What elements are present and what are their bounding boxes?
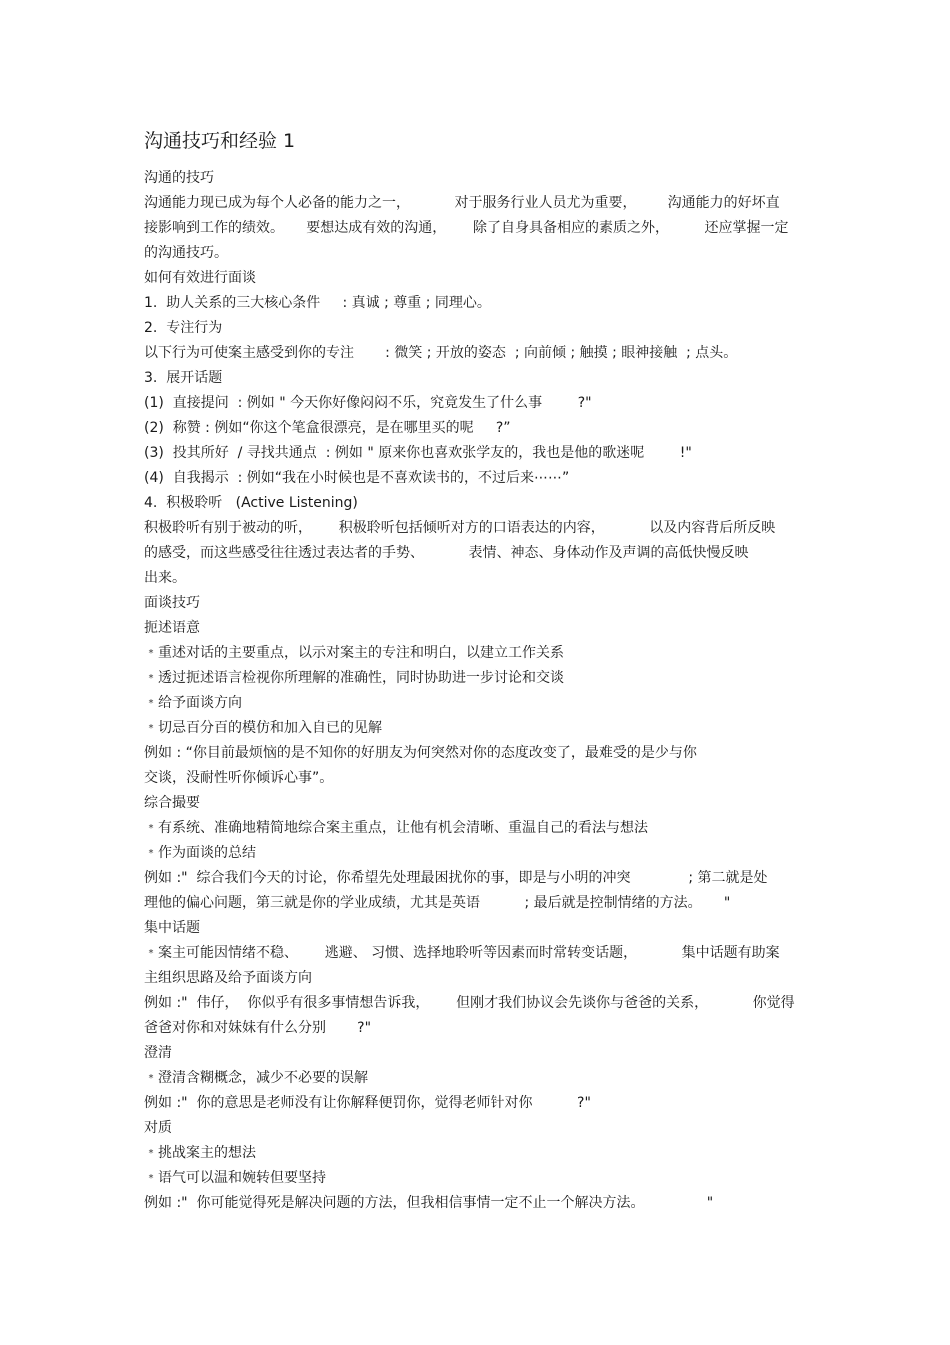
text-line bbox=[144, 991, 804, 1016]
bullet-marker: * bbox=[148, 673, 154, 684]
line-text: 如何有效进行面谈 bbox=[144, 270, 256, 286]
text-line bbox=[144, 341, 804, 366]
bullet-marker: * bbox=[148, 823, 154, 834]
text-line bbox=[144, 616, 804, 641]
line-text: 沟通能力现已成为每个人必备的能力之一， 对于服务行业人员尤为重要， 沟通能力的好坏直 bbox=[144, 195, 780, 211]
line-text: (1) 直接提问 : 例如 " 今天你好像闷闷不乐，究竟发生了什么事 ?" bbox=[144, 395, 592, 411]
line-text: (2) 称赞 : 例如“你这个笔盒很漂亮，是在哪里买的呢 ?” bbox=[144, 420, 511, 436]
document-title: 沟通技巧和经验 1 bbox=[144, 130, 296, 152]
line-text: 对质 bbox=[144, 1120, 172, 1136]
line-text: 例如 : “你目前最烦恼的是不知你的好朋友为何突然对你的态度改变了，最难受的是少与你 bbox=[144, 745, 697, 761]
text-line bbox=[144, 366, 804, 391]
line-text: 的感受，而这些感受往往透过表达者的手势、 表情、神态、身体动作及声调的高低快慢反映 bbox=[144, 545, 749, 561]
text-line bbox=[144, 491, 804, 516]
bullet-line bbox=[144, 841, 804, 866]
text-line bbox=[144, 791, 804, 816]
text-line bbox=[144, 566, 804, 591]
line-text: 给予面谈方向 bbox=[158, 695, 242, 711]
line-text: 2. 专注行为 bbox=[144, 320, 223, 336]
line-text: 透过扼述语言检视你所理解的准确性，同时协助进一步讨论和交谈 bbox=[158, 670, 564, 686]
line-text: 以下行为可使案主感受到你的专注 : 微笑 ; 开放的姿态 ; 向前倾 ; 触摸 ; 眼神接触 ; 点头。 bbox=[144, 345, 738, 361]
line-text: 有系统、准确地精简地综合案主重点，让他有机会清晰、重温自己的看法与想法 bbox=[158, 820, 648, 836]
line-text: 主组织思路及给予面谈方向 bbox=[144, 970, 312, 986]
text-line bbox=[144, 191, 804, 216]
bullet-line bbox=[144, 691, 804, 716]
line-text: 案主可能因情绪不稳、 逃避、 习惯、选择地聆听等因素而时常转变话题， 集中话题有助案 bbox=[158, 945, 780, 961]
line-text: 例如 :" 综合我们今天的讨论，你希望先处理最困扰你的事，即是与小明的冲突 ; 第二就是处 bbox=[144, 870, 768, 886]
line-text: 澄清 bbox=[144, 1045, 172, 1061]
text-line bbox=[144, 316, 804, 341]
text-line bbox=[144, 916, 804, 941]
bullet-line bbox=[144, 1141, 804, 1166]
bullet-marker: * bbox=[148, 948, 154, 959]
text-line bbox=[144, 766, 804, 791]
text-line bbox=[144, 1016, 804, 1041]
line-text: 澄清含糊概念，减少不必要的误解 bbox=[158, 1070, 368, 1086]
bullet-line bbox=[144, 941, 804, 966]
text-line bbox=[144, 266, 804, 291]
line-text: 3. 展开话题 bbox=[144, 370, 223, 386]
text-line bbox=[144, 866, 804, 891]
text-line bbox=[144, 291, 804, 316]
text-line bbox=[144, 741, 804, 766]
line-text: 出来。 bbox=[144, 570, 186, 586]
line-text: 1. 助人关系的三大核心条件 : 真诚 ; 尊重 ; 同理心。 bbox=[144, 295, 491, 311]
line-text: 爸爸对你和对妹妹有什么分别 ?" bbox=[144, 1020, 372, 1036]
text-line bbox=[144, 966, 804, 991]
bullet-marker: * bbox=[148, 1148, 154, 1159]
bullet-marker: * bbox=[148, 1173, 154, 1184]
text-line bbox=[144, 166, 804, 191]
line-text: 挑战案主的想法 bbox=[158, 1145, 256, 1161]
text-line bbox=[144, 441, 804, 466]
line-text: 例如 :" 伟仔， 你似乎有很多事情想告诉我， 但刚才我们协议会先谈你与爸爸的关系， 你觉得 bbox=[144, 995, 795, 1011]
text-line bbox=[144, 416, 804, 441]
bullet-line bbox=[144, 666, 804, 691]
line-text: 切忌百分百的模仿和加入自已的见解 bbox=[158, 720, 382, 736]
line-text: 接影响到工作的绩效。 要想达成有效的沟通， 除了自身具备相应的素质之外， 还应掌握一定 bbox=[144, 220, 789, 236]
bullet-line bbox=[144, 1166, 804, 1191]
text-line bbox=[144, 591, 804, 616]
line-text: 例如 :" 你的意思是老师没有让你解释便罚你，觉得老师针对你 ?" bbox=[144, 1095, 591, 1111]
text-line bbox=[144, 241, 804, 266]
text-line bbox=[144, 1041, 804, 1066]
text-line bbox=[144, 466, 804, 491]
text-line bbox=[144, 1116, 804, 1141]
text-line bbox=[144, 891, 804, 916]
line-text: 综合撮要 bbox=[144, 795, 200, 811]
document-body bbox=[144, 166, 804, 1216]
bullet-marker: * bbox=[148, 848, 154, 859]
line-text: 沟通的技巧 bbox=[144, 170, 214, 186]
bullet-marker: * bbox=[148, 1073, 154, 1084]
line-text: 4. 积极聆听 (Active Listening) bbox=[144, 495, 358, 511]
line-text: 交谈，没耐性听你倾诉心事”。 bbox=[144, 770, 334, 786]
text-line bbox=[144, 216, 804, 241]
bullet-marker: * bbox=[148, 723, 154, 734]
line-text: 集中话题 bbox=[144, 920, 200, 936]
text-line bbox=[144, 541, 804, 566]
bullet-marker: * bbox=[148, 698, 154, 709]
line-text: 的沟通技巧。 bbox=[144, 245, 228, 261]
text-line bbox=[144, 1091, 804, 1116]
line-text: 重述对话的主要重点，以示对案主的专注和明白，以建立工作关系 bbox=[158, 645, 564, 661]
text-line bbox=[144, 516, 804, 541]
line-text: 积极聆听有别于被动的听， 积极聆听包括倾听对方的口语表达的内容， 以及内容背后所反映 bbox=[144, 520, 776, 536]
bullet-line bbox=[144, 641, 804, 666]
line-text: (4) 自我揭示 : 例如“我在小时候也是不喜欢读书的，不过后来⋯⋯” bbox=[144, 470, 570, 486]
bullet-line bbox=[144, 816, 804, 841]
text-line bbox=[144, 391, 804, 416]
text-line bbox=[144, 1191, 804, 1216]
line-text: 作为面谈的总结 bbox=[158, 845, 256, 861]
bullet-marker: * bbox=[148, 648, 154, 659]
line-text: 理他的偏心问题，第三就是你的学业成绩，尤其是英语 ; 最后就是控制情绪的方法。 " bbox=[144, 895, 731, 911]
line-text: 面谈技巧 bbox=[144, 595, 200, 611]
line-text: 扼述语意 bbox=[144, 620, 200, 636]
line-text: (3) 投其所好 / 寻找共通点 : 例如 " 原来你也喜欢张学友的，我也是他的歌迷呢 !" bbox=[144, 445, 692, 461]
bullet-line bbox=[144, 1066, 804, 1091]
bullet-line bbox=[144, 716, 804, 741]
line-text: 语气可以温和婉转但要坚持 bbox=[158, 1170, 326, 1186]
line-text: 例如 :" 你可能觉得死是解决问题的方法，但我相信事情一定不止一个解决方法。 " bbox=[144, 1195, 714, 1211]
